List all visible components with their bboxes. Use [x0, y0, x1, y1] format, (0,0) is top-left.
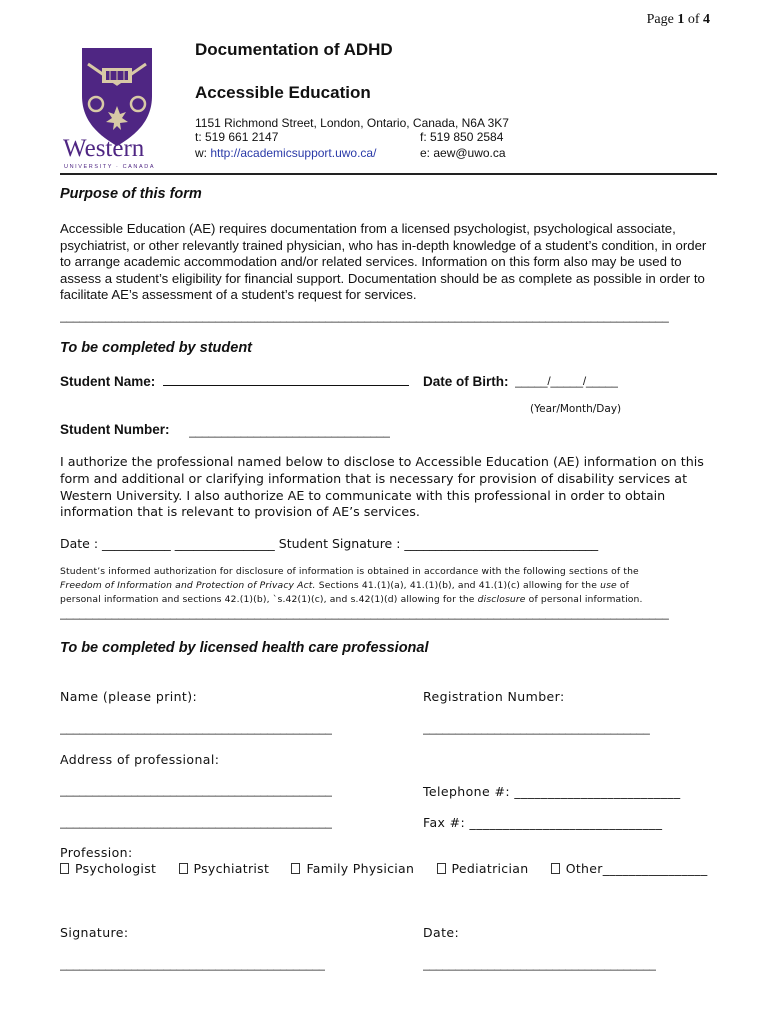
checkbox-icon[interactable]	[291, 863, 300, 874]
profession-options	[60, 861, 708, 876]
divider-line: ______________________________________________________________________________________________	[60, 309, 669, 323]
option-psychiatrist[interactable]: Psychiatrist	[179, 861, 270, 876]
department-name: Accessible Education	[195, 83, 371, 102]
option-other[interactable]: Other________________	[551, 861, 708, 876]
student-name-label: Student Name:	[60, 374, 156, 389]
date-field[interactable]: ___________ ________________	[102, 536, 275, 551]
checkbox-icon[interactable]	[60, 863, 69, 874]
professional-name-field[interactable]: __________________________________________	[60, 721, 332, 735]
option-family-physician[interactable]: Family Physician	[291, 861, 414, 876]
student-heading: To be completed by student	[60, 340, 253, 356]
profession-label: Profession:	[60, 845, 133, 860]
other-field[interactable]: ________________	[602, 861, 708, 876]
option-pediatrician[interactable]: Pediatrician	[437, 861, 529, 876]
signature-label: Signature:	[60, 925, 129, 940]
phone: t: 519 661 2147	[195, 130, 279, 144]
dob-field[interactable]: _____/_____/_____	[515, 374, 619, 388]
fax-field[interactable]: _____________________________	[469, 815, 663, 830]
dob-format: (Year/Month/Day)	[530, 403, 622, 415]
student-number-field[interactable]: _______________________________	[189, 424, 390, 438]
telephone-row: Telephone #: _________________________	[423, 784, 681, 799]
purpose-heading: Purpose of this form	[60, 186, 202, 202]
date-label: Date :	[60, 536, 99, 551]
address: 1151 Richmond Street, London, Ontario, Canada, N6A 3K7	[195, 116, 509, 130]
telephone-field[interactable]: _________________________	[514, 784, 681, 799]
professional-name-label: Name (please print):	[60, 689, 198, 704]
professional-heading: To be completed by licensed health care professional	[60, 640, 429, 656]
address-field-2[interactable]: __________________________________________	[60, 815, 332, 829]
professional-date-field[interactable]: ____________________________________	[423, 957, 657, 971]
fax-row: Fax #: _____________________________	[423, 815, 663, 830]
professional-signature-field[interactable]: _________________________________________	[60, 957, 326, 971]
registration-label: Registration Number:	[423, 689, 565, 704]
crest-icon	[60, 44, 176, 172]
divider-line: ______________________________________________________________________________________________	[60, 606, 669, 620]
purpose-text: Accessible Education (AE) requires documentation from a licensed psychologist, psychological associate, psychiatrist, or other relevantly trained physician, who has in-depth knowledge of a student’s condition, in order to arrange academic accommodation and/or related services. Information on this form also may be used to assess a student’s eligibility for financial support. Documentation should be as complete as possible in order to facilitate AE’s assessment of a student’s request for services.	[60, 221, 707, 302]
authorization-text: I authorize the professional named below to disclose to Accessible Education (AE) information on this form and additional or clarifying information that is necessary for provision of disability services at Western University. I also authorize AE to communicate with this professional in order to obtain information that is relevant to provision of AE’s services.	[60, 454, 704, 520]
email: e: aew@uwo.ca	[420, 146, 506, 160]
address-label: Address of professional:	[60, 752, 220, 767]
student-number-label: Student Number:	[60, 422, 170, 437]
website: w: http://academicsupport.uwo.ca/	[195, 146, 377, 160]
student-signature-label: Student Signature :	[278, 536, 401, 551]
date-label-professional: Date:	[423, 925, 460, 940]
address-field-1[interactable]: __________________________________________	[60, 783, 332, 797]
student-signature-field[interactable]: _______________________________	[404, 536, 599, 551]
checkbox-icon[interactable]	[551, 863, 560, 874]
option-psychologist[interactable]: Psychologist	[60, 861, 156, 876]
dob-label: Date of Birth:	[423, 374, 509, 389]
registration-field[interactable]: ___________________________________	[423, 721, 650, 735]
consent-text: Student’s informed authorization for disclosure of information is obtained in accordance with the following sections of the Freedom of Information and Protection of Privacy Act. Sections 41.(1)(a), 41.(1)(b), and 41.(1)(c) allowing for the use of personal information and sections 42.(1)(b), `s.42(1)(c), and s.42(1)(d) allowing for the disclosure of personal information.	[60, 566, 643, 605]
svg-text:Western: Western	[63, 135, 145, 162]
checkbox-icon[interactable]	[179, 863, 188, 874]
student-name-field[interactable]	[163, 385, 409, 386]
checkbox-icon[interactable]	[437, 863, 446, 874]
header-divider	[60, 173, 717, 175]
page-number: Page 1 of 4	[646, 12, 710, 27]
document-title: Documentation of ADHD	[195, 40, 393, 59]
website-link[interactable]: http://academicsupport.uwo.ca/	[210, 146, 377, 160]
svg-text:UNIVERSITY · CANADA: UNIVERSITY · CANADA	[64, 164, 156, 170]
western-logo	[60, 44, 176, 172]
fax: f: 519 850 2584	[420, 130, 504, 144]
date-signature-row	[60, 536, 598, 551]
